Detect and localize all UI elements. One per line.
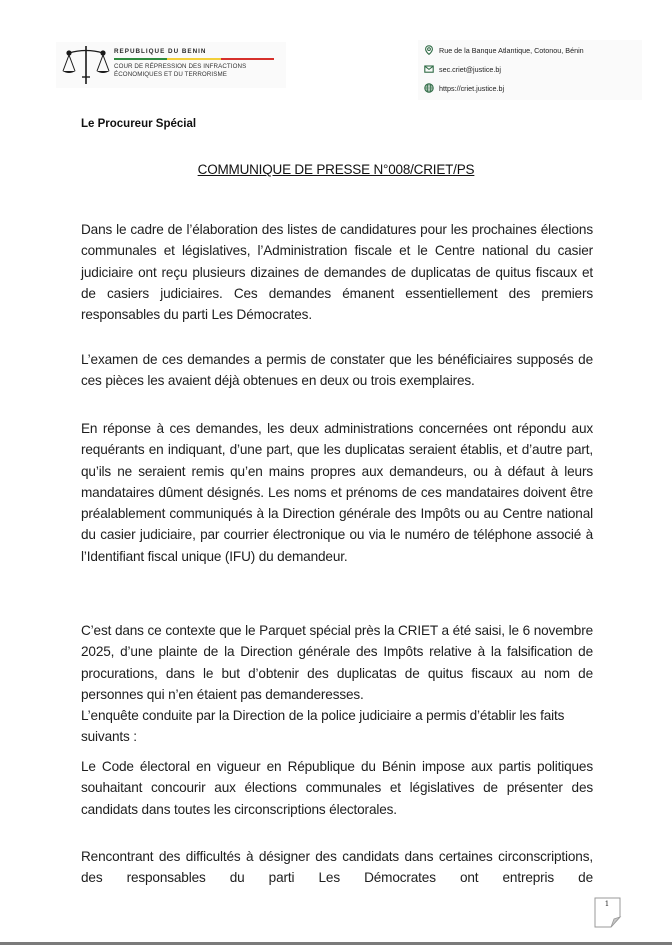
author-line: Le Procureur Spécial	[81, 118, 197, 130]
court-name-line2: ÉCONOMIQUES ET DU TERRORISME	[114, 70, 227, 78]
flag-green	[114, 58, 167, 60]
scales-of-justice-icon	[62, 44, 110, 86]
paragraph-text: En réponse à ces demandes, les deux administrations concernées ont répondu aux requérants en indiquant, d’une part, que les duplicatas seraient établis, et d’autre part, qu’ils ne seraient remis qu’en mains propres aux demandeurs, ou à défaut à leurs mandataires dûment désignés. Les noms et prénoms de ces mandataires doivent être préalablement communiqués à la Direction générale des Impôts ou au Centre national du casier judiciaire, par courrier électronique ou via le numéro de téléphone associé à l’Identifiant fiscal unique (IFU) du demandeur.	[81, 421, 593, 564]
paragraph-5	[81, 756, 593, 820]
paragraph-text: Dans le cadre de l’élaboration des listes de candidatures pour les prochaines élections communales et législatives, l’Administration fiscale et le Centre national du casier judiciaire ont reçu plusieurs dizaines de demandes de duplicatas de quitus fiscaux et de casiers judiciaires. Ces demandes émanent essentiellement des premiers responsables du parti Les Démocrates.	[81, 222, 593, 323]
globe-icon	[424, 83, 434, 93]
paragraph-text: L’examen de ces demandes a permis de constater que les bénéficiaires supposés de ces pièces les avaient déjà obtenues en deux ou trois exemplaires.	[81, 352, 593, 389]
paragraph-text: Rencontrant des difficultés à désigner des candidats dans certaines circonscriptions, des responsables du parti Les Démocrates ont entrepris de	[81, 849, 593, 886]
letterhead	[0, 0, 672, 110]
court-name-line1: COUR DE RÉPRESSION DES INFRACTIONS	[114, 63, 247, 70]
paragraph-3	[81, 418, 593, 567]
paragraph-text: C’est dans ce contexte que le Parquet spécial près la CRIET a été saisi, le 6 novembre 2025, d’une plainte de la Direction générale des Impôts relative à la falsification de procurations, dans le but d’obtenir des duplicatas de quitus fiscaux au nom de personnes qui n’en étaient pas demanderesses.	[81, 623, 593, 702]
paragraph-text: Le Code électoral en vigueur en République du Bénin impose aux partis politiques souhaitant concourir aux élections communales et législatives de présenter des candidats dans toutes les circonscriptions électorales.	[81, 759, 593, 817]
address-row	[424, 45, 584, 55]
email-link[interactable]: sec.criet@justice.bj	[439, 64, 502, 74]
page-number-badge	[594, 897, 628, 931]
paragraph-text: L’enquête conduite par la Direction de la police judiciaire a permis d’établir les faits suivants :	[81, 708, 565, 745]
paragraph-2	[81, 349, 593, 392]
page-number: 1	[604, 900, 610, 908]
logo-text	[114, 48, 284, 78]
paragraph-1	[81, 219, 593, 325]
document-title: COMMUNIQUE DE PRESSE N°008/CRIET/PS	[197, 162, 475, 177]
country-name: REPUBLIQUE DU BENIN	[114, 48, 207, 55]
mail-icon	[424, 64, 434, 74]
flag-red	[221, 58, 274, 60]
location-pin-icon	[424, 45, 434, 55]
flag-yellow	[167, 58, 220, 60]
email-row	[424, 64, 501, 74]
contact-info	[418, 40, 642, 100]
address-text: Rue de la Banque Atlantique, Cotonou, Bénin	[439, 45, 584, 55]
court-logo	[56, 42, 286, 88]
website-row	[424, 83, 504, 93]
paragraph-4	[81, 620, 593, 748]
website-link[interactable]: https://criet.justice.bj	[439, 83, 505, 93]
paragraph-6	[81, 846, 593, 889]
flag-stripe	[114, 58, 274, 60]
